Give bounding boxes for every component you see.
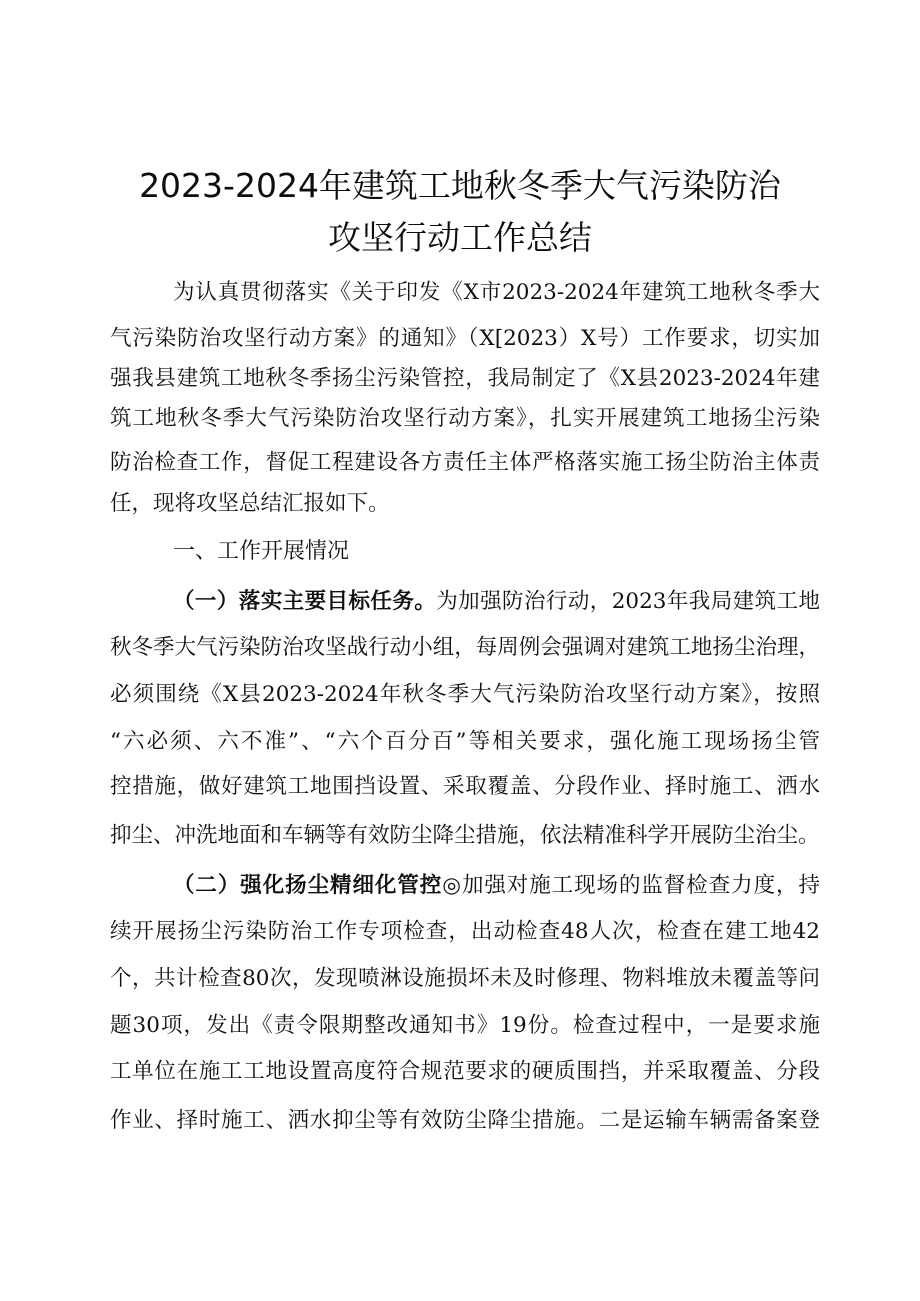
subsection-2-line: 工单位在施工工地设置高度符合规范要求的硬质围挡，并采取覆盖、分段 bbox=[110, 1059, 820, 1084]
subsection-1-label: （一）落实主要目标任务。 bbox=[173, 589, 437, 614]
intro-line: 任，现将攻坚总结汇报如下。 bbox=[110, 491, 390, 516]
subsection-2-line: 个，共计检查80次，发现喷淋设施损坏未及时修理、物料堆放未覆盖等问 bbox=[110, 966, 820, 991]
intro-line: 防治检查工作，督促工程建设各方责任主体严格落实施工扬尘防治主体责 bbox=[110, 450, 820, 475]
subsection-2-line: 作业、择时施工、洒水抑尘等有效防尘降尘措施。二是运输车辆需备案登 bbox=[110, 1108, 820, 1133]
subsection-1-line: 秋冬季大气污染防治攻坚战行动小组，每周例会强调对建筑工地扬尘治理， bbox=[110, 635, 820, 660]
intro-line: 气污染防治攻坚行动方案》的通知》（X[2023）X号）工作要求，切实加 bbox=[110, 326, 820, 351]
subsection-2-line: 续开展扬尘污染防治工作专项检查，出动检查48人次，检查在建工地42 bbox=[110, 919, 820, 944]
subsection-2-text: 加强对施工现场的监督检查力度，持 bbox=[461, 873, 820, 898]
subsection-2-first-line bbox=[173, 871, 820, 901]
subsection-1-line: “六必须、六不准”、“六个百分百”等相关要求，强化施工现场扬尘管 bbox=[110, 729, 820, 754]
subsection-1-line: 必须围绕《X县2023-2024年秋冬季大气污染防治攻坚行动方案》，按照 bbox=[110, 682, 820, 707]
intro-line: 筑工地秋冬季大气污染防治攻坚行动方案》，扎实开展建筑工地扬尘污染 bbox=[110, 406, 820, 431]
subsection-1-first-line bbox=[173, 587, 820, 617]
section-heading: 一、工作开展情况 bbox=[173, 539, 350, 564]
subsection-1-text: 为加强防治行动，2023年我局建筑工地 bbox=[436, 589, 820, 614]
document-title-line-1: 2023-2024年建筑工地秋冬季大气污染防治 bbox=[139, 166, 781, 205]
intro-line: 强我县建筑工地秋冬季扬尘污染管控，我局制定了《X县2023-2024年建 bbox=[110, 366, 820, 391]
subsection-2-label: （二）强化扬尘精细化管控◎ bbox=[173, 873, 462, 898]
subsection-2-line: 题30项，发出《责令限期整改通知书》19份。检查过程中，一是要求施 bbox=[110, 1013, 820, 1038]
subsection-1-line: 抑尘、冲洗地面和车辆等有效防尘降尘措施，依法精准科学开展防尘治尘。 bbox=[110, 823, 820, 848]
intro-line: 为认真贯彻落实《关于印发《X市2023-2024年建筑工地秋冬季大 bbox=[173, 280, 820, 305]
subsection-1-line: 控措施，做好建筑工地围挡设置、采取覆盖、分段作业、择时施工、洒水 bbox=[110, 774, 820, 799]
document-title-line-2: 攻坚行动工作总结 bbox=[328, 218, 592, 257]
